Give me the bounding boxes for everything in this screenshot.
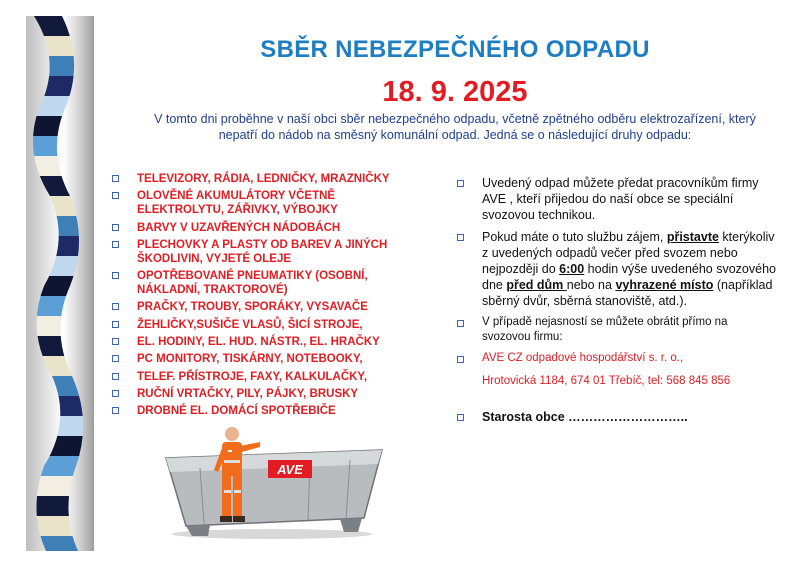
list-item: PLECHOVKY A PLASTY OD BAREV A JINÝCH ŠKODLIVIN, VYJETÉ OLEJE [112, 238, 412, 266]
intro-line-2: nepatří do nádob na směsný komunální odpad. Jedná se o následující druhy odpadu: [218, 128, 692, 142]
info-list [457, 175, 777, 431]
square-bullet-icon [112, 175, 119, 182]
square-bullet-icon [112, 338, 119, 345]
square-bullet-icon [112, 224, 119, 231]
company-address: Hrotovická 1184, 674 01 Třebíč, tel: 568 845 856 [482, 375, 731, 387]
square-bullet-icon [457, 356, 464, 363]
square-bullet-icon [112, 303, 119, 310]
list-item: TELEF. PŘÍSTROJE, FAXY, KALKULAČKY, [112, 370, 412, 384]
list-item: TELEVIZORY, RÁDIA, LEDNIČKY, MRAZNIČKY [112, 172, 412, 186]
waste-list [112, 172, 412, 422]
square-bullet-icon [457, 234, 464, 241]
wave-pattern-graphic [26, 16, 86, 551]
square-bullet-icon [457, 180, 464, 187]
mayor-signature: Starosta obce ……………………….. [457, 409, 777, 425]
list-item: OLOVĚNÉ AKUMULÁTORY VČETNĚ ELEKTROLYTU, ZÁŘIVKY, VÝBOJKY [112, 189, 412, 217]
list-item: DROBNÉ EL. DOMÁCÍ SPOTŘEBIČE [112, 404, 412, 418]
intro-line-1: V tomto dni proběhne v naší obci sběr nebezpečného odpadu, včetně zpětného odběru elektrozařízení, který [154, 112, 756, 126]
square-bullet-icon [112, 272, 119, 279]
list-item: PC MONITORY, TISKÁRNY, NOTEBOOKY, [112, 352, 412, 366]
square-bullet-icon [112, 241, 119, 248]
list-item: ŽEHLIČKY,SUŠIČE VLASŮ, ŠICÍ STROJE, [112, 318, 412, 332]
intro-text [110, 111, 800, 143]
company-name: AVE CZ odpadové hospodářství s. r. o., [457, 351, 777, 366]
page-title: SBĚR NEBEZPEČNÉHO ODPADU [260, 36, 650, 63]
square-bullet-icon [112, 321, 119, 328]
square-bullet-icon [457, 414, 464, 421]
square-bullet-icon [112, 407, 119, 414]
square-bullet-icon [112, 373, 119, 380]
list-item: EL. HODINY, EL. HUD. NÁSTR., EL. HRAČKY [112, 335, 412, 349]
square-bullet-icon [112, 192, 119, 199]
decorative-strip [26, 16, 94, 551]
square-bullet-icon [112, 355, 119, 362]
list-item: BARVY V UZAVŘENÝCH NÁDOBÁCH [112, 221, 412, 235]
square-bullet-icon [457, 320, 464, 327]
info-paragraph-instructions: Pokud máte o tuto službu zájem, přistavte kterýkoliv z uvedených odpadů večer před svozem nebo nejpozději do 6:00 hodin výše uvedeného svozového dne před dům nebo na vyhrazené místo (například sběrný dvůr, sběrná stanoviště, atd.). [457, 229, 777, 309]
list-item: PRAČKY, TROUBY, SPORÁKY, VYSAVAČE [112, 300, 412, 314]
info-paragraph-handover: Uvedený odpad můžete předat pracovníkům firmy AVE , kteří přijedou do naší obce se speciální svozovou technikou. [457, 175, 777, 223]
list-item: OPOTŘEBOVANÉ PNEUMATIKY (OSOBNÍ, NÁKLADNÍ, TRAKTOROVÉ) [112, 269, 412, 297]
info-paragraph-contact: V případě nejasností se můžete obrátit přímo na svozovou firmu: [457, 315, 777, 345]
square-bullet-icon [112, 390, 119, 397]
dumpster-with-worker-illustration [160, 420, 390, 540]
ave-logo-text: AVE [277, 462, 303, 477]
collection-date: 18. 9. 2025 [382, 76, 528, 108]
list-item: RUČNÍ VRTAČKY, PILY, PÁJKY, BRUSKY [112, 387, 412, 401]
